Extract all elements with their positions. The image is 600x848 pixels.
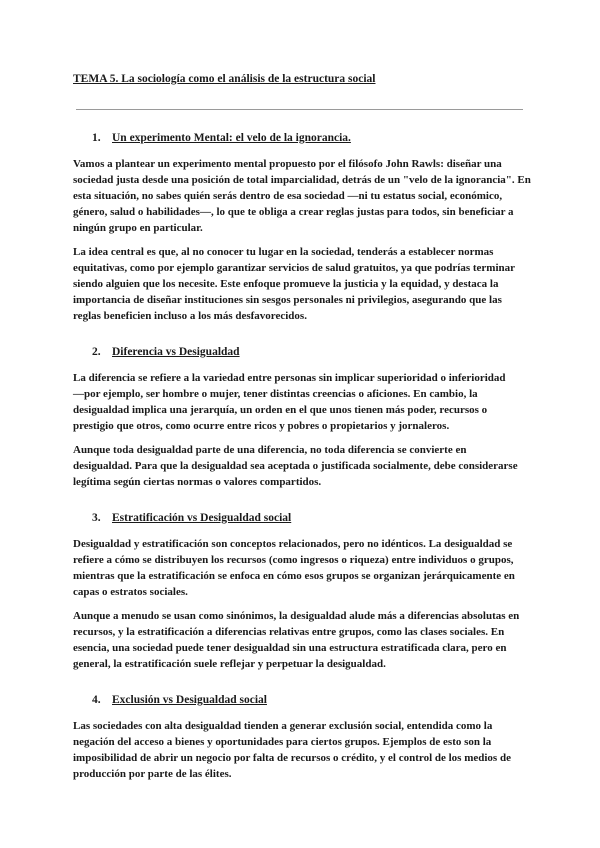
section-heading xyxy=(92,130,540,146)
paragraph-line: —por ejemplo, ser hombre o mujer, tener distintas creencias o aficiones. En cambio, la xyxy=(73,388,478,400)
paragraph-line: producción por parte de las élites. xyxy=(73,768,232,780)
section-number: 3. xyxy=(92,512,101,524)
horizontal-rule xyxy=(76,109,523,110)
paragraph-line: ningún grupo en particular. xyxy=(73,222,203,234)
paragraph-line: importancia de diseñar instituciones sin sesgos personales ni privilegios, asegurando que las xyxy=(73,294,502,306)
paragraph-line: La idea central es que, al no conocer tu lugar en la sociedad, tenderás a establecer normas xyxy=(73,246,494,258)
paragraph xyxy=(73,608,540,672)
document-title: TEMA 5. La sociología como el análisis de la estructura social xyxy=(73,73,376,85)
paragraph-line: mientras que la estratificación se enfoca en cómo esos grupos se organizan jerárquicamente en xyxy=(73,570,515,582)
section-heading-text: Diferencia vs Desigualdad xyxy=(112,346,240,358)
paragraph-line: Aunque toda desigualdad parte de una diferencia, no toda diferencia se convierte en xyxy=(73,444,467,456)
section-heading xyxy=(92,692,540,708)
paragraph-line: capas o estratos sociales. xyxy=(73,586,188,598)
paragraph-line: recursos, y la estratificación a diferencias relativas entre grupos, como las clases sociales. En xyxy=(73,626,505,638)
section-heading-text: Estratificación vs Desigualdad social xyxy=(112,512,292,524)
paragraph xyxy=(73,244,540,324)
paragraph-line: general, la estratificación suele reflejar y perpetuar la desigualdad. xyxy=(73,658,386,670)
paragraph-line: reglas beneficien incluso a los más desfavorecidos. xyxy=(73,310,307,322)
paragraph-line: siendo alguien que los necesite. Este enfoque promueve la justicia y la equidad, y destaca la xyxy=(73,278,499,290)
paragraph-line: prestigio que otros, como ocurre entre ricos y pobres o propietarios y jornaleros. xyxy=(73,420,450,432)
paragraph xyxy=(73,370,540,434)
paragraph-line: desigualdad implica una jerarquía, un orden en el que unos tienen más poder, recursos o xyxy=(73,404,488,416)
paragraph-line: La diferencia se refiere a la variedad entre personas sin implicar superioridad o inferioridad xyxy=(73,372,506,384)
section-number: 1. xyxy=(92,132,101,144)
paragraph-line: esta situación, no sabes quién serás dentro de esa sociedad —ni tu estatus social, económico, xyxy=(73,190,503,202)
paragraph-line: desigualdad. Para que la desigualdad sea aceptada o justificada socialmente, debe considerarse xyxy=(73,460,518,472)
paragraph-line: Las sociedades con alta desigualdad tienden a generar exclusión social, entendida como la xyxy=(73,720,493,732)
paragraph-line: negación del acceso a bienes y oportunidades para ciertos grupos. Ejemplos de esto son la xyxy=(73,736,492,748)
paragraph-line: género, salud o habilidades—, lo que te obliga a crear reglas justas para todos, sin beneficiar a xyxy=(73,206,514,218)
paragraph-line: legítima según ciertas normas o valores compartidos. xyxy=(73,476,322,488)
paragraph xyxy=(73,536,540,600)
paragraph-line: refiere a cómo se distribuyen los recursos (como ingresos o riqueza) entre individuos o grupos, xyxy=(73,554,514,566)
section-heading-text: Exclusión vs Desigualdad social xyxy=(112,694,267,706)
paragraph-line: Desigualdad y estratificación son conceptos relacionados, pero no idénticos. La desigualdad se xyxy=(73,538,513,550)
paragraph-line: equitativas, como por ejemplo garantizar servicios de salud gratuitos, ya que podrías terminar xyxy=(73,262,516,274)
section-heading-text: Un experimento Mental: el velo de la ignorancia. xyxy=(112,132,351,144)
paragraph-line: esencia, una sociedad puede tener desigualdad sin una estructura estratificada clara, pero en xyxy=(73,642,507,654)
document-body xyxy=(73,130,540,782)
section-heading xyxy=(92,344,540,360)
paragraph-line: Vamos a plantear un experimento mental propuesto por el filósofo John Rawls: diseñar una xyxy=(73,158,502,170)
paragraph-line: sociedad justa desde una posición de total imparcialidad, detrás de un "velo de la ignorancia". En xyxy=(73,174,531,186)
paragraph-line: Aunque a menudo se usan como sinónimos, la desigualdad alude más a diferencias absolutas en xyxy=(73,610,520,622)
paragraph xyxy=(73,442,540,490)
paragraph xyxy=(73,718,540,782)
paragraph xyxy=(73,156,540,236)
section-number: 4. xyxy=(92,694,101,706)
section-heading xyxy=(92,510,540,526)
paragraph-line: imposibilidad de abrir un negocio por falta de recursos o crédito, y el control de los medios de xyxy=(73,752,511,764)
section-number: 2. xyxy=(92,346,101,358)
